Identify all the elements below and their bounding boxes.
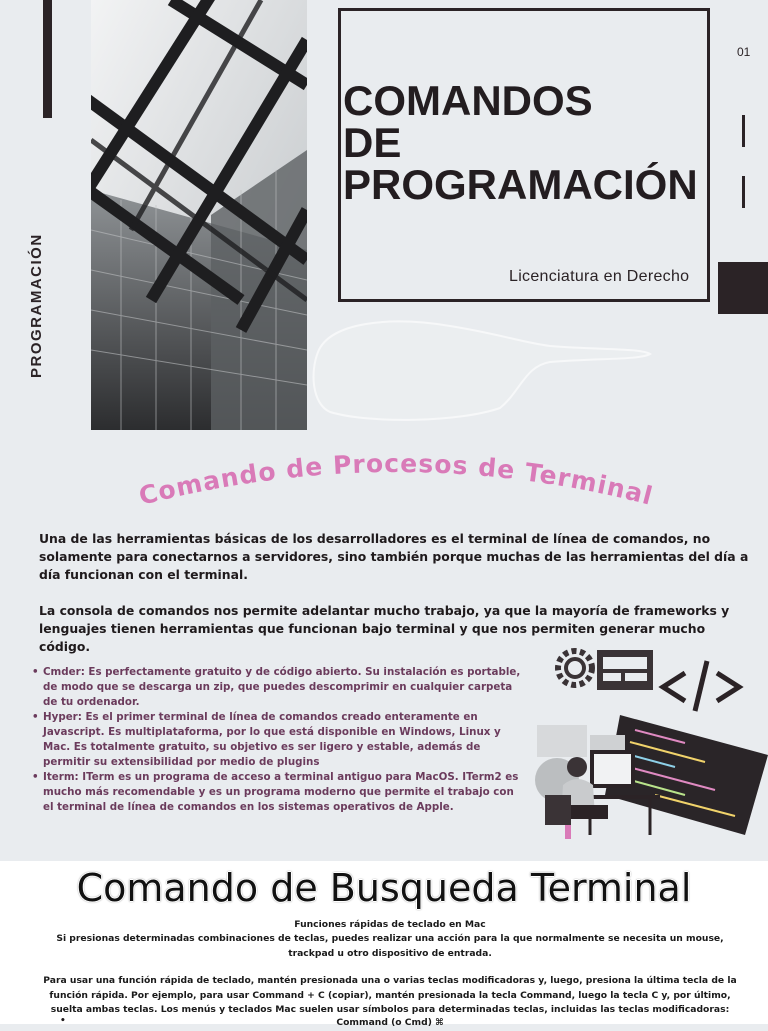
title-line-2: DE [343, 119, 402, 166]
decorative-bar [43, 0, 52, 118]
section-heading-procesos [128, 445, 668, 525]
list-item: • Hyper: Es el primer terminal de línea de comandos creado enteramente en Javascript. Es multiplataforma, por lo que está disponible en Windows, Linux y Mac. Es totalmente gratuito, su objetivo es ser ligero y estable, además de permitir su extensibilidad por medio de plugins [43, 710, 523, 770]
mac-shortcuts-explanation: Para usar una función rápida de teclado, mantén presionada una o varias teclas modificadoras y, luego, presiona la última tecla de la función rápida. Por ejemplo, para usar Command + C (copiar), mantén presionada la tecla Command, luego la tecla C y, por último, suelta ambas teclas. Los menús y teclados Mac suelen usar símbolos para determinadas teclas, incluidas las teclas modificadoras: [43, 975, 737, 1015]
paragraph-2: La consola de comandos nos permite adelantar mucho trabajo, ya que la mayoría de frameworks y lenguajes tienen herramientas que funcionan bajo terminal y que nos permiten generar mucho código. [39, 603, 730, 654]
section-heading-busqueda: Comando de Busqueda Terminal [76, 866, 692, 910]
list-bullet: • [60, 1016, 66, 1026]
page-title [343, 77, 698, 208]
person-at-computer-illustration [535, 645, 768, 840]
building-photo [91, 0, 307, 430]
svg-text:Comando de Procesos de Termina: Comando de Procesos de Terminal [136, 448, 657, 511]
mac-command-key: Command (o Cmd) ⌘ [336, 1017, 444, 1028]
list-item: • Cmder: Es perfectamente gratuito y de código abierto. Su instalación es portable, de modo que se descarga un zip, que puedes descomprimir en cualquier carpeta de tu ordenador. [43, 665, 523, 710]
title-line-1: COMANDOS [343, 77, 593, 124]
paragraph-1: Una de las herramientas básicas de los desarrolladores es el terminal de línea de comandos, no solamente para conectarnos a servidores, sino también porque muchas de las herramientas del día a día funcionan con el terminal. [39, 531, 749, 582]
title-line-3: PROGRAMACIÓN [343, 161, 698, 208]
page-number: 01 [737, 45, 751, 59]
gear-icon [558, 651, 592, 685]
code-brackets-icon [663, 661, 739, 711]
list-item: • Iterm: ITerm es un programa de acceso a terminal antiguo para MacOS. ITerm2 es mucho más recomendable y es un programa moderno que permite el trabajo con el terminal de línea de comandos en los sistemas operativos de Apple. [43, 770, 523, 815]
terminal-list [31, 665, 523, 815]
mac-shortcuts-title: Funciones rápidas de teclado en Mac [294, 919, 486, 930]
brush-stroke-decoration [310, 312, 655, 424]
decorative-block [718, 262, 768, 314]
decorative-tick [742, 176, 745, 208]
side-category-label: PROGRAMACIÓN [28, 233, 45, 378]
mac-shortcuts-intro: Si presionas determinadas combinaciones de teclas, puedes realizar una acción para la que normalmente se necesita un mouse, trackpad u otro dispositivo de entrada. [56, 933, 724, 959]
subtitle: Licenciatura en Derecho [509, 268, 690, 285]
decorative-tick [742, 115, 745, 147]
